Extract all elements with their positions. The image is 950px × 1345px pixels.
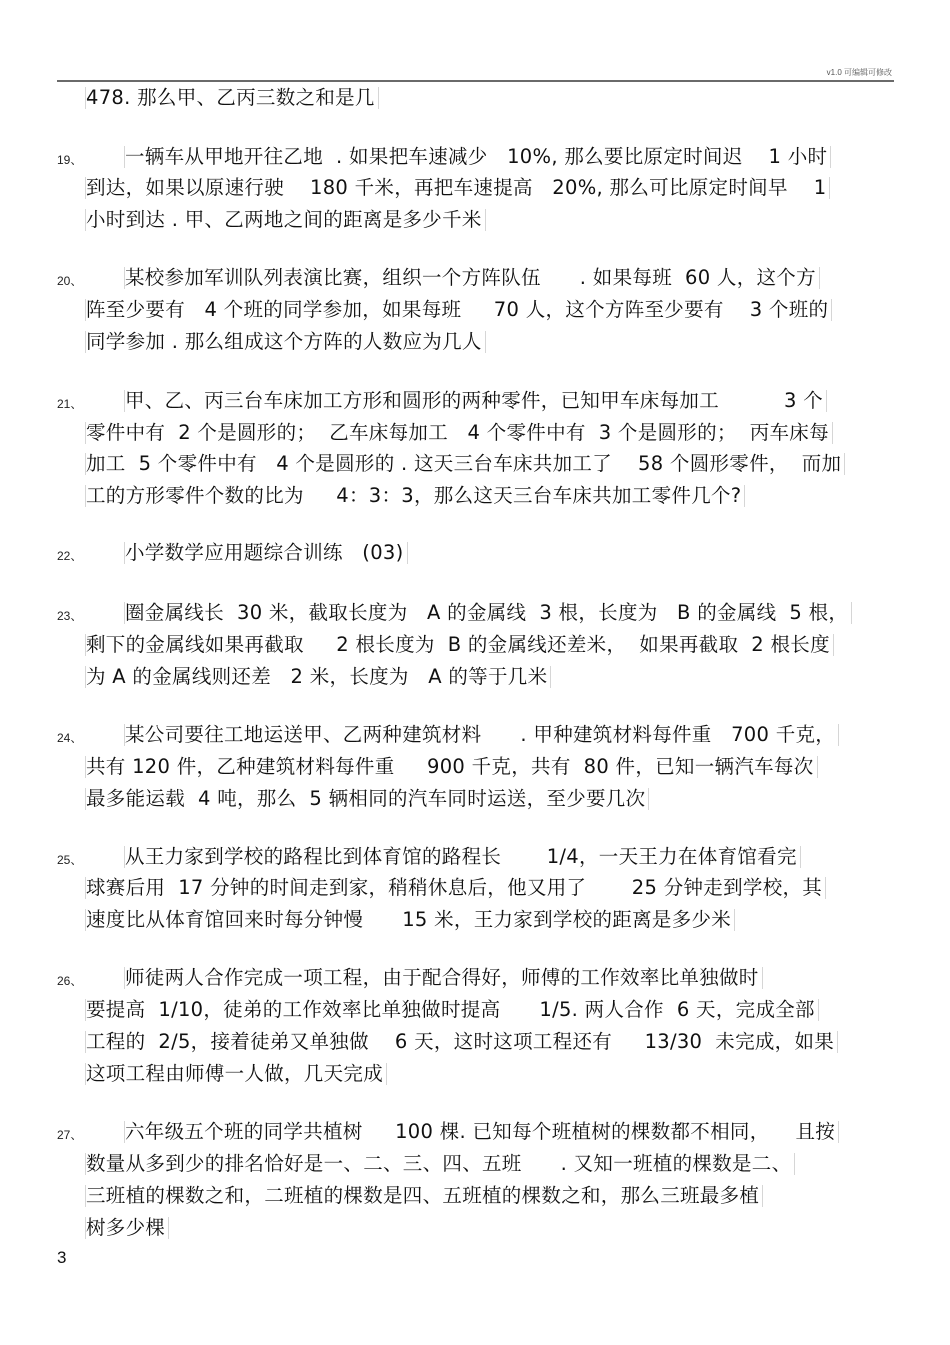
problem-text-line: 加工 5 个零件中有 4 个是圆形的 . 这天三台车床共加工了 58 个圆形零件， 而加 [85, 453, 845, 475]
page-number: 3 [57, 1248, 67, 1267]
problem-text-line: 剩下的金属线如果再截取 2 根长度为 B 的金属线还差米， 如果再截取 2 根长度 [85, 634, 834, 656]
problem-number: 23、 [57, 609, 83, 623]
problem-text-line: 甲、乙、丙三台车床加工方形和圆形的两种零件，已知甲车床每加工 3 个 [124, 390, 827, 412]
problem-number: 20、 [57, 274, 83, 288]
problem-text-line: 到达，如果以原速行驶 180 千米，再把车速提高 20%, 那么可比原定时间早 1 [85, 177, 830, 199]
problem-number: 21、 [57, 397, 83, 411]
problem-number: 27、 [57, 1128, 83, 1142]
problem-text-line: 速度比从体育馆回来时每分钟慢 15 米，王力家到学校的距离是多少米 [85, 909, 735, 931]
problem-text-line: 共有 120 件，乙种建筑材料每件重 900 千克，共有 80 件，已知一辆汽车每次 [85, 756, 818, 778]
problem-text-line: 球赛后用 17 分钟的时间走到家，稍稍休息后，他又用了 25 分钟走到学校，其 [85, 877, 826, 899]
intro-line: 478. 那么甲、乙丙三数之和是几 [85, 87, 379, 109]
header-rule [57, 80, 894, 82]
problem-text-line: 工的方形零件个数的比为 4：3：3，那么这天三台车床共加工零件几个? [85, 485, 745, 507]
problem-number: 26、 [57, 974, 83, 988]
problem-text-line: 要提高 1/10，徒弟的工作效率比单独做时提高 1/5. 两人合作 6 天，完成全部 [85, 999, 819, 1021]
problem-text-line: 圈金属线长 30 米，截取长度为 A 的金属线 3 根，长度为 B 的金属线 5 根， [124, 602, 852, 624]
problem-text-line: 最多能运载 4 吨，那么 5 辆相同的汽车同时运送，至少要几次 [85, 788, 649, 810]
problem-text-line: 一辆车从甲地开往乙地 . 如果把车速减少 10%, 那么要比原定时间迟 1 小时 [124, 146, 831, 168]
problem-text-line: 这项工程由师傅一人做，几天完成 [85, 1063, 387, 1085]
problem-text-line: 三班植的棵数之和，二班植的棵数是四、五班植的棵数之和，那么三班最多植 [85, 1185, 763, 1207]
problem-text-line: 同学参加 . 那么组成这个方阵的人数应为几人 [85, 331, 486, 353]
problem-text-line: 某校参加军训队列表演比赛，组织一个方阵队伍 . 如果每班 60 人，这个方 [124, 267, 820, 289]
problem-text-line: 树多少棵 [85, 1217, 169, 1239]
problem-text-line: 工程的 2/5，接着徒弟又单独做 6 天，这时这项工程还有 13/30 未完成，如果 [85, 1031, 838, 1053]
problem-text-line: 数量从多到少的排名恰好是一、二、三、四、五班 . 又知一班植的棵数是二、 [85, 1153, 795, 1175]
problem-number: 25、 [57, 853, 83, 867]
problem-number: 22、 [57, 549, 83, 563]
version-label: v1.0 可编辑可修改 [826, 68, 892, 77]
problem-text-line: 六年级五个班的同学共植树 100 棵. 已知每个班植树的棵数都不相同， 且按 [124, 1121, 839, 1143]
problem-text-line: 某公司要往工地运送甲、乙两种建筑材料 . 甲种建筑材料每件重 700 千克， [124, 724, 839, 746]
problem-text-line: 为 A 的金属线则还差 2 米，长度为 A 的等于几米 [85, 666, 551, 688]
problem-text-line: 零件中有 2 个是圆形的； 乙车床每加工 4 个零件中有 3 个是圆形的； 丙车床每 [85, 422, 833, 444]
problem-text-line: 小时到达 . 甲、乙两地之间的距离是多少千米 [85, 209, 486, 231]
problem-text-line: 师徒两人合作完成一项工程，由于配合得好，师傅的工作效率比单独做时 [124, 967, 763, 989]
problem-text-line: 从王力家到学校的路程比到体育馆的路程长 1/4，一天王力在体育馆看完 [124, 846, 801, 868]
problem-text-line: 阵至少要有 4 个班的同学参加，如果每班 70 人，这个方阵至少要有 3 个班的 [85, 299, 832, 321]
problem-number: 19、 [57, 153, 83, 167]
problem-number: 24、 [57, 731, 83, 745]
problem-text-line: 小学数学应用题综合训练 (03) [124, 542, 408, 564]
